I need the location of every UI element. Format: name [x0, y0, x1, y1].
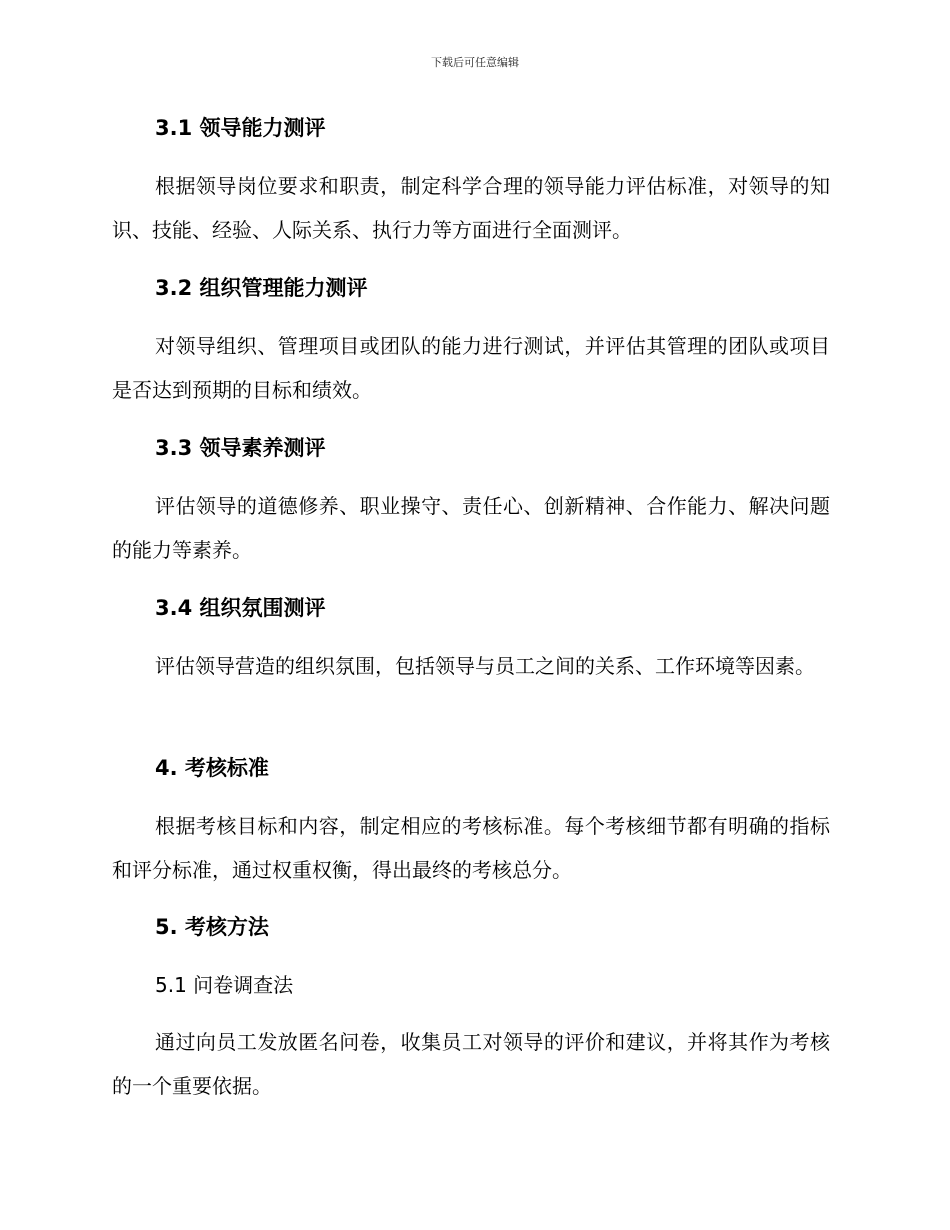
section-body-3-4: 评估领导营造的组织氛围，包括领导与员工之间的关系、工作环境等因素。: [155, 654, 815, 678]
section-body-5-1: 通过向员工发放匿名问卷，收集员工对领导的评价和建议，并将其作为考核的一个重要依据。: [112, 1030, 830, 1098]
section-body-3-1: 根据领导岗位要求和职责，制定科学合理的领导能力评估标准，对领导的知识、技能、经验、人际关系、执行力等方面进行全面测评。: [112, 174, 830, 242]
section-body-3-2: 对领导组织、管理项目或团队的能力进行测试，并评估其管理的团队或项目是否达到预期的目标和绩效。: [112, 334, 830, 402]
page-header: 下载后可任意编辑: [431, 56, 519, 69]
section-body-3-3: 评估领导的道德修养、职业操守、责任心、创新精神、合作能力、解决问题的能力等素养。: [112, 494, 830, 562]
section-heading-3-4: 3.4 组织氛围测评: [155, 596, 326, 620]
section-body-4: 根据考核目标和内容，制定相应的考核标准。每个考核细节都有明确的指标和评分标准，通过权重权衡，得出最终的考核总分。: [112, 814, 830, 882]
section-heading-4: 4. 考核标准: [155, 756, 269, 780]
section-heading-3-2: 3.2 组织管理能力测评: [155, 276, 368, 300]
section-heading-5-1: 5.1 问卷调查法: [155, 973, 294, 997]
section-heading-5: 5. 考核方法: [155, 915, 269, 939]
section-heading-3-3: 3.3 领导素养测评: [155, 436, 326, 460]
section-heading-3-1: 3.1 领导能力测评: [155, 116, 326, 140]
